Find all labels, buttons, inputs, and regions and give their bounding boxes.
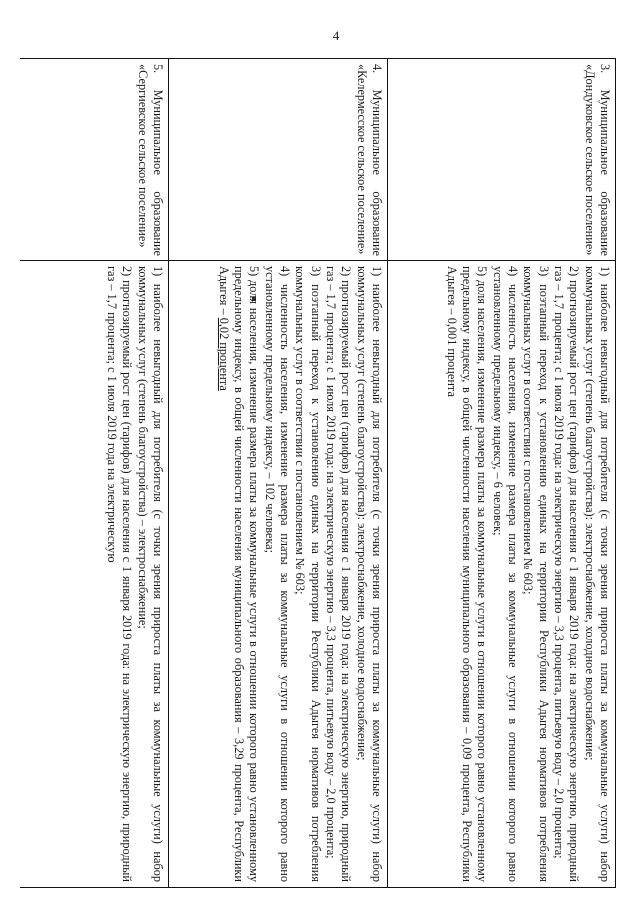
indicator-item: 3) поэтапный переход к установлению единых на территории Республики Адыгея нормативов потребления коммунальных услуг в соответствии с постановлением № 603; <box>293 266 323 882</box>
indicator-item: 1) наиболее невыгодный для потребителя (с точки зрения прироста платы за коммунальные услуги) набор коммунальных услуг (степень благоустройства): электроснабжение, холодное водоснабжение; <box>582 266 612 882</box>
indicator-list <box>169 261 387 888</box>
indicator-item: 2) прогнозируемый рост цен (тарифов) для населения с 1 января 2019 года: на электрическую энергию, природный газ – 1,7 процента; с 1 июля 2019 года на электрическую <box>104 266 135 882</box>
underlined-share: 0,02 процента <box>216 317 231 391</box>
municipality-name: 5. Муниципальное образование «Сергиевское сельское поселение» <box>20 59 168 261</box>
municipal-table <box>20 58 616 888</box>
municipality-name: 3. Муниципальное образование «Дондуковское сельское поселение» <box>388 59 615 261</box>
indicator-item: 4) численность населения, изменение размера платы за коммунальные услуги в отношении которого равно установленному предельному индексу, – 102 человека; <box>262 266 292 882</box>
municipality-name: 4. Муниципальное образование «Келермесское сельское поселение» <box>169 59 387 261</box>
indicator-list <box>388 261 615 888</box>
indicator-item: 1) наиболее невыгодный для потребителя (с точки зрения прироста платы за коммунальные услуги) набор коммунальных услуг (степень благоустройства) – электроснабжение; <box>135 266 165 882</box>
table-row <box>387 59 615 888</box>
indicator-item: 3) поэтапный переход к установлению единых на территории Республики Адыгея нормативов потребления коммунальных услуг в соответствии с постановлением № 603; <box>521 266 551 882</box>
indicator-item: 5) доля населения, изменение размера платы за коммунальные услуги в отношении которого равно установленному предельному индексу, в общей численности населения муниципального образования – 0,09 процента, Республики Адыгея – 0,001 процента <box>444 266 490 882</box>
indicator-item: 4) численность населения, изменение размера платы за коммунальные услуги в отношении которого равно установленному предельному индексу, – 6 человек; <box>490 266 520 882</box>
indicator-item: 1) наиболее невыгодный для потребителя (с точки зрения прироста платы за коммунальные услуги) набор коммунальных услуг (степень благоустройства): электроснабжение, холодное водоснабжение; <box>354 266 384 882</box>
indicator-item <box>215 266 261 882</box>
indicator-item: 2) прогнозируемый рост цен (тарифов) для населения с 1 января 2019 года: на электрическую энергию, природный газ – 1,7 процента; с 1 июля 2019 года: на электрическую энергию – 3,3 процента, питьевую воду – 2,0 процента; <box>551 266 582 882</box>
indicator-item-text: 5) доля населения, изменение размера платы за коммунальные услуги в отношении которого равно установленному предельному индексу, в общей численности населения муниципального образования – 3,29 процента, Республики Адыгея – <box>216 266 262 882</box>
indicator-list <box>20 261 168 888</box>
table-row <box>168 59 387 888</box>
table-row <box>20 59 168 888</box>
page-number: 4 <box>332 28 340 43</box>
indicator-item: 2) прогнозируемый рост цен (тарифов) для населения с 1 января 2019 года: на электрическую энергию, природный газ – 1,7 процента; с 1 июля 2019 года: на электрическую энергию – 3,3 процента, питьевую воду – 2,0 процента; <box>323 266 354 882</box>
